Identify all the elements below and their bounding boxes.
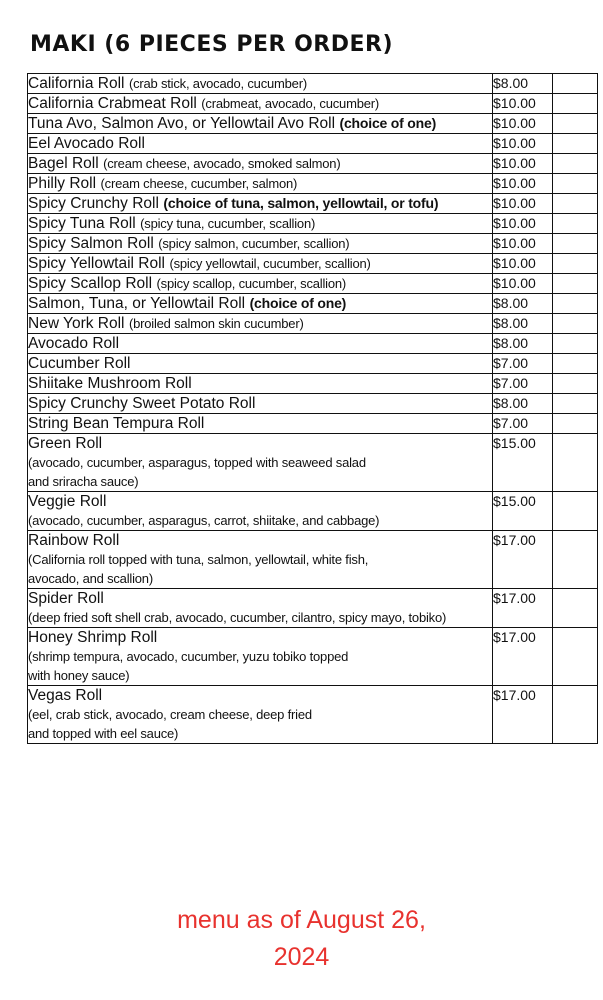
menu-item-choice-note: (choice of tuna, salmon, yellowtail, or tofu) [163,195,439,211]
menu-item-row [28,434,598,492]
menu-item-name: Spicy Yellowtail Roll [28,255,165,272]
menu-item-name: Rainbow Roll [28,532,120,549]
menu-item-description: (crab stick, avocado, cucumber) [128,76,307,91]
menu-item-price: $7.00 [493,354,553,374]
menu-item-row [28,294,598,314]
menu-item-row [28,589,598,628]
maki-menu-table [27,73,598,744]
menu-item-price: $7.00 [493,374,553,394]
menu-item-cell [28,374,493,394]
menu-item-cell [28,354,493,374]
menu-item-price: $10.00 [493,194,553,214]
menu-item-price: $15.00 [493,492,553,531]
menu-item-row [28,334,598,354]
menu-item-price: $15.00 [493,434,553,492]
menu-item-cell [28,394,493,414]
menu-item-blank-cell [553,589,598,628]
menu-item-name: Green Roll [28,435,103,452]
menu-item-cell [28,254,493,274]
menu-item-blank-cell [553,394,598,414]
menu-item-cell [28,154,493,174]
menu-item-name: Spicy Crunchy Roll [28,195,159,212]
menu-item-price: $17.00 [493,628,553,686]
menu-item-name: Salmon, Tuna, or Yellowtail Roll [28,295,246,312]
menu-item-row [28,628,598,686]
menu-item-name: Spicy Crunchy Sweet Potato Roll [28,395,256,412]
menu-item-name: Spicy Scallop Roll [28,275,153,292]
menu-item-price: $10.00 [493,254,553,274]
menu-item-blank-cell [553,114,598,134]
menu-item-blank-cell [553,234,598,254]
menu-item-cell [28,74,493,94]
menu-item-blank-cell [553,414,598,434]
menu-item-name: New York Roll [28,315,125,332]
menu-date-note [0,902,603,976]
menu-item-row [28,174,598,194]
menu-item-price: $7.00 [493,414,553,434]
menu-item-description: (spicy yellowtail, cucumber, scallion) [169,256,371,271]
menu-item-blank-cell [553,194,598,214]
menu-item-price: $8.00 [493,394,553,414]
menu-item-description: (avocado, cucumber, asparagus, carrot, shiitake, and cabbage) [28,513,380,528]
menu-item-choice-note: (choice of one) [249,295,347,311]
menu-item-row [28,154,598,174]
menu-item-row [28,194,598,214]
menu-item-cell [28,114,493,134]
menu-item-blank-cell [553,74,598,94]
menu-item-name: Veggie Roll [28,493,107,510]
menu-item-description: (avocado, cucumber, asparagus, topped with seaweed salad and sriracha sauce) [28,455,366,489]
menu-item-cell [28,686,493,744]
menu-item-blank-cell [553,274,598,294]
menu-item-price: $10.00 [493,274,553,294]
menu-item-blank-cell [553,134,598,154]
menu-item-blank-cell [553,354,598,374]
menu-item-row [28,134,598,154]
menu-item-blank-cell [553,154,598,174]
menu-item-cell [28,174,493,194]
menu-item-name: Vegas Roll [28,687,103,704]
menu-item-name: Spicy Salmon Roll [28,235,154,252]
menu-item-price: $8.00 [493,334,553,354]
menu-item-cell [28,234,493,254]
menu-item-cell [28,334,493,354]
menu-item-price: $8.00 [493,74,553,94]
menu-item-cell [28,589,493,628]
menu-item-price: $8.00 [493,294,553,314]
menu-item-blank-cell [553,94,598,114]
menu-item-row [28,114,598,134]
menu-date-line-2: 2024 [273,943,330,971]
menu-item-blank-cell [553,434,598,492]
menu-body [28,74,598,744]
menu-item-blank-cell [553,531,598,589]
menu-item-name: California Roll [28,75,125,92]
menu-item-price: $10.00 [493,134,553,154]
menu-item-description: (California roll topped with tuna, salmon, yellowtail, white fish, avocado, and scallion) [28,552,369,586]
menu-title: MAKI (6 PIECES PER ORDER) [30,32,394,57]
menu-item-description: (broiled salmon skin cucumber) [128,316,304,331]
menu-item-description: (cream cheese, avocado, smoked salmon) [103,156,341,171]
menu-item-cell [28,492,493,531]
menu-item-row [28,254,598,274]
menu-item-row [28,686,598,744]
menu-item-name: Spicy Tuna Roll [28,215,136,232]
menu-item-description: (spicy tuna, cucumber, scallion) [140,216,316,231]
menu-item-cell [28,314,493,334]
menu-item-cell [28,214,493,234]
menu-item-name: Honey Shrimp Roll [28,629,158,646]
menu-item-row [28,214,598,234]
menu-item-blank-cell [553,174,598,194]
menu-item-row [28,234,598,254]
menu-item-row [28,374,598,394]
menu-item-price: $10.00 [493,214,553,234]
menu-item-price: $10.00 [493,94,553,114]
menu-item-name: Eel Avocado Roll [28,135,145,152]
menu-item-cell [28,414,493,434]
menu-item-description: (shrimp tempura, avocado, cucumber, yuzu tobiko topped with honey sauce) [28,649,349,683]
menu-item-cell [28,194,493,214]
menu-item-blank-cell [553,628,598,686]
menu-item-name: Cucumber Roll [28,355,131,372]
menu-item-name: Bagel Roll [28,155,99,172]
menu-item-cell [28,134,493,154]
menu-item-price: $10.00 [493,174,553,194]
menu-item-name: String Bean Tempura Roll [28,415,205,432]
menu-item-blank-cell [553,214,598,234]
menu-item-cell [28,274,493,294]
menu-item-description: (crabmeat, avocado, cucumber) [201,96,380,111]
menu-item-blank-cell [553,254,598,274]
menu-item-row [28,274,598,294]
menu-item-cell [28,531,493,589]
menu-item-cell [28,294,493,314]
menu-item-row [28,314,598,334]
menu-item-blank-cell [553,492,598,531]
menu-item-blank-cell [553,294,598,314]
menu-item-price: $8.00 [493,314,553,334]
menu-item-row [28,492,598,531]
menu-item-row [28,414,598,434]
menu-item-price: $10.00 [493,154,553,174]
menu-date-line-1: menu as of August 26, [177,906,426,934]
menu-item-row [28,74,598,94]
menu-item-blank-cell [553,374,598,394]
menu-item-price: $17.00 [493,589,553,628]
menu-item-description: (eel, crab stick, avocado, cream cheese, deep fried and topped with eel sauce) [28,707,312,741]
menu-item-cell [28,628,493,686]
menu-item-row [28,354,598,374]
menu-item-price: $17.00 [493,531,553,589]
menu-item-blank-cell [553,314,598,334]
menu-item-row [28,531,598,589]
menu-item-name: Avocado Roll [28,335,120,352]
menu-item-name: California Crabmeat Roll [28,95,197,112]
menu-item-name: Spider Roll [28,590,104,607]
menu-item-row [28,94,598,114]
menu-item-price: $17.00 [493,686,553,744]
menu-item-name: Tuna Avo, Salmon Avo, or Yellowtail Avo Roll [28,115,336,132]
menu-item-price: $10.00 [493,234,553,254]
menu-item-blank-cell [553,334,598,354]
menu-item-choice-note: (choice of one) [339,115,437,131]
menu-item-description: (cream cheese, cucumber, salmon) [100,176,298,191]
menu-item-cell [28,434,493,492]
menu-item-description: (spicy salmon, cucumber, scallion) [158,236,350,251]
menu-item-row [28,394,598,414]
menu-item-description: (spicy scallop, cucumber, scallion) [156,276,347,291]
menu-item-description: (deep fried soft shell crab, avocado, cucumber, cilantro, spicy mayo, tobiko) [28,610,447,625]
menu-item-blank-cell [553,686,598,744]
menu-item-cell [28,94,493,114]
menu-item-name: Philly Roll [28,175,97,192]
menu-item-price: $10.00 [493,114,553,134]
menu-item-name: Shiitake Mushroom Roll [28,375,192,392]
